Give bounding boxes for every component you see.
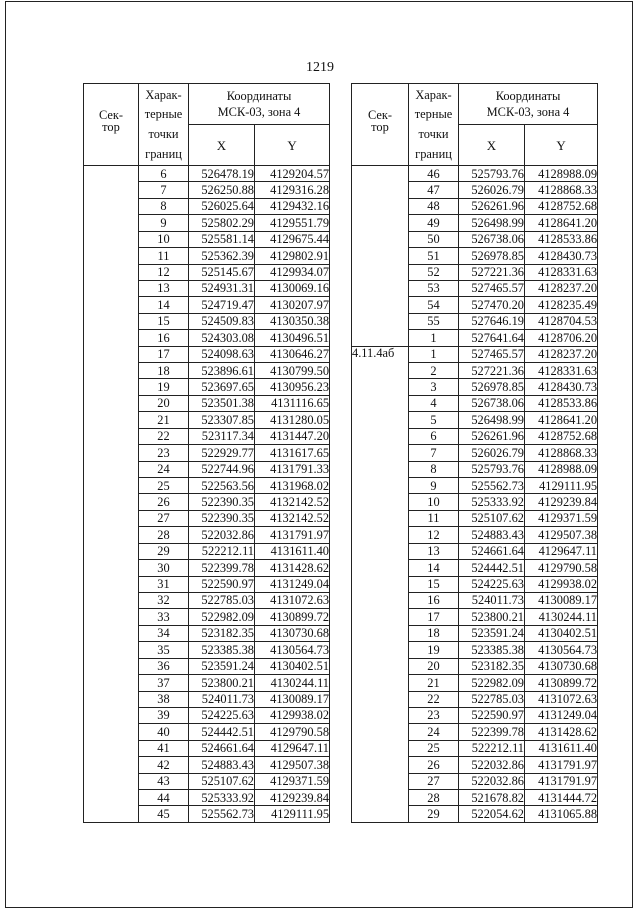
point-number: 21 [409, 675, 459, 691]
y-coordinate: 4128533.86 [525, 231, 598, 247]
point-number: 13 [409, 543, 459, 559]
x-coordinate: 526261.96 [459, 198, 525, 214]
y-header: Y [255, 125, 330, 166]
point-number: 20 [409, 658, 459, 674]
y-header: Y [525, 125, 598, 166]
y-coordinate: 4129111.95 [255, 806, 330, 822]
x-coordinate: 522054.62 [459, 806, 525, 822]
x-coordinate: 522929.77 [189, 445, 255, 461]
coordinates-header [459, 84, 598, 125]
y-coordinate: 4130956.23 [255, 379, 330, 395]
x-coordinate: 526498.99 [459, 215, 525, 231]
x-coordinate: 522032.86 [189, 527, 255, 543]
point-number: 44 [139, 790, 189, 806]
point-number: 28 [409, 790, 459, 806]
point-number: 31 [139, 576, 189, 592]
y-coordinate: 4130564.73 [525, 642, 598, 658]
x-coordinate: 526025.64 [189, 198, 255, 214]
point-number: 47 [409, 182, 459, 198]
y-coordinate: 4131065.88 [525, 806, 598, 822]
y-coordinate: 4130646.27 [255, 346, 330, 362]
point-number: 27 [139, 510, 189, 526]
point-number: 46 [409, 166, 459, 182]
x-coordinate: 523117.34 [189, 428, 255, 444]
point-number: 15 [409, 576, 459, 592]
x-header: X [459, 125, 525, 166]
x-coordinate: 526738.06 [459, 395, 525, 411]
y-coordinate: 4128641.20 [525, 215, 598, 231]
points-header-text [139, 87, 188, 163]
point-number: 55 [409, 313, 459, 329]
point-number: 49 [409, 215, 459, 231]
point-number: 12 [139, 264, 189, 280]
y-coordinate: 4128641.20 [525, 412, 598, 428]
y-coordinate: 4129675.44 [255, 231, 330, 247]
point-number: 42 [139, 757, 189, 773]
sector-header-text [352, 85, 408, 165]
point-number: 24 [409, 724, 459, 740]
x-coordinate: 522785.03 [189, 592, 255, 608]
x-coordinate: 525562.73 [189, 806, 255, 822]
x-coordinate: 522390.35 [189, 494, 255, 510]
y-coordinate: 4129647.11 [255, 740, 330, 756]
y-coordinate: 4129371.59 [525, 510, 598, 526]
x-coordinate: 523591.24 [189, 658, 255, 674]
y-coordinate: 4129647.11 [525, 543, 598, 559]
y-coordinate: 4129790.58 [255, 724, 330, 740]
point-number: 22 [139, 428, 189, 444]
x-coordinate: 524225.63 [459, 576, 525, 592]
y-coordinate: 4131791.97 [255, 527, 330, 543]
y-coordinate: 4130350.38 [255, 313, 330, 329]
coordinates-header-text [189, 85, 329, 123]
point-number: 34 [139, 625, 189, 641]
x-coordinate: 523800.21 [459, 609, 525, 625]
y-coordinate: 4129938.02 [525, 576, 598, 592]
point-number: 19 [139, 379, 189, 395]
x-coordinate: 526478.19 [189, 166, 255, 182]
y-coordinate: 4130089.17 [255, 691, 330, 707]
y-coordinate: 4129239.84 [255, 790, 330, 806]
point-number: 40 [139, 724, 189, 740]
points-header [139, 84, 189, 166]
point-number: 37 [139, 675, 189, 691]
coordinates-header-text-line: Координаты [226, 88, 292, 103]
x-coordinate: 521678.82 [459, 790, 525, 806]
point-number: 48 [409, 198, 459, 214]
x-coordinate: 526026.79 [459, 445, 525, 461]
coordinates-header-text-line: МСК-03, зона 4 [486, 105, 570, 119]
y-coordinate: 4130899.72 [525, 675, 598, 691]
x-coordinate: 523501.38 [189, 395, 255, 411]
x-coordinate: 524011.73 [459, 592, 525, 608]
x-coordinate: 523182.35 [459, 658, 525, 674]
point-number: 26 [139, 494, 189, 510]
x-coordinate: 522982.09 [189, 609, 255, 625]
y-coordinate: 4129551.79 [255, 215, 330, 231]
sector-header-text-line: тор [102, 119, 120, 134]
x-coordinate: 524442.51 [189, 724, 255, 740]
x-coordinate: 523800.21 [189, 675, 255, 691]
y-coordinate: 4131791.33 [255, 461, 330, 477]
table-row [352, 346, 598, 362]
point-number: 19 [409, 642, 459, 658]
x-coordinate: 522399.78 [459, 724, 525, 740]
x-coordinate: 524303.08 [189, 330, 255, 346]
point-number: 8 [139, 198, 189, 214]
coordinates-header-text [459, 85, 597, 123]
points-header-text-line: границ [145, 147, 182, 162]
x-coordinate: 522785.03 [459, 691, 525, 707]
y-coordinate: 4129111.95 [525, 478, 598, 494]
y-coordinate: 4131116.65 [255, 395, 330, 411]
point-number: 18 [139, 363, 189, 379]
x-coordinate: 525362.39 [189, 248, 255, 264]
coordinates-header [189, 84, 330, 125]
point-number: 27 [409, 773, 459, 789]
y-coordinate: 4128533.86 [525, 395, 598, 411]
coordinates-header-text-line: Координаты [495, 88, 561, 103]
x-coordinate: 527221.36 [459, 363, 525, 379]
y-coordinate: 4129802.91 [255, 248, 330, 264]
y-coordinate: 4131249.04 [525, 707, 598, 723]
y-coordinate: 4131444.72 [525, 790, 598, 806]
point-number: 33 [139, 609, 189, 625]
y-coordinate: 4128331.63 [525, 363, 598, 379]
y-coordinate: 4128235.49 [525, 297, 598, 313]
point-number: 2 [409, 363, 459, 379]
x-coordinate: 527221.36 [459, 264, 525, 280]
point-number: 13 [139, 280, 189, 296]
y-coordinate: 4131611.40 [255, 543, 330, 559]
left-group-sector [84, 166, 139, 823]
x-coordinate: 522032.86 [459, 757, 525, 773]
y-coordinate: 4128988.09 [525, 461, 598, 477]
y-coordinate: 4131968.02 [255, 478, 330, 494]
x-coordinate: 525107.62 [459, 510, 525, 526]
point-number: 17 [139, 346, 189, 362]
y-coordinate: 4131072.63 [255, 592, 330, 608]
y-coordinate: 4130730.68 [255, 625, 330, 641]
points-header-text-line: границ [415, 147, 452, 162]
sector-header-text-line: тор [371, 119, 389, 134]
y-coordinate: 4130402.51 [255, 658, 330, 674]
right-coordinates-table [351, 83, 598, 823]
x-coordinate: 522212.11 [459, 740, 525, 756]
point-number: 52 [409, 264, 459, 280]
x-coordinate: 527465.57 [459, 346, 525, 362]
y-coordinate: 4128988.09 [525, 166, 598, 182]
y-coordinate: 4128237.20 [525, 280, 598, 296]
table-row [84, 166, 330, 182]
points-header-text-line: Харак- [145, 87, 182, 102]
x-coordinate: 524883.43 [459, 527, 525, 543]
y-coordinate: 4131611.40 [525, 740, 598, 756]
x-coordinate: 522744.96 [189, 461, 255, 477]
y-coordinate: 4130244.11 [255, 675, 330, 691]
x-header: X [189, 125, 255, 166]
point-number: 10 [139, 231, 189, 247]
y-coordinate: 4128752.68 [525, 428, 598, 444]
x-coordinate: 523896.61 [189, 363, 255, 379]
y-coordinate: 4129507.38 [255, 757, 330, 773]
point-number: 3 [409, 379, 459, 395]
y-coordinate: 4128704.53 [525, 313, 598, 329]
sector-header [84, 84, 139, 166]
x-coordinate: 522212.11 [189, 543, 255, 559]
x-coordinate: 523385.38 [459, 642, 525, 658]
y-coordinate: 4128868.33 [525, 182, 598, 198]
point-number: 41 [139, 740, 189, 756]
x-coordinate: 527641.64 [459, 330, 525, 346]
y-coordinate: 4130730.68 [525, 658, 598, 674]
y-coordinate: 4130207.97 [255, 297, 330, 313]
y-coordinate: 4128706.20 [525, 330, 598, 346]
y-coordinate: 4130899.72 [255, 609, 330, 625]
y-coordinate: 4128331.63 [525, 264, 598, 280]
point-number: 7 [409, 445, 459, 461]
x-coordinate: 522590.97 [459, 707, 525, 723]
point-number: 26 [409, 757, 459, 773]
y-coordinate: 4131280.05 [255, 412, 330, 428]
point-number: 23 [409, 707, 459, 723]
x-coordinate: 523307.85 [189, 412, 255, 428]
y-coordinate: 4131428.62 [255, 560, 330, 576]
y-coordinate: 4129432.16 [255, 198, 330, 214]
x-coordinate: 522032.86 [459, 773, 525, 789]
left-coordinates-table [83, 83, 330, 823]
x-coordinate: 524661.64 [459, 543, 525, 559]
x-coordinate: 522563.56 [189, 478, 255, 494]
y-coordinate: 4130799.50 [255, 363, 330, 379]
x-coordinate: 526978.85 [459, 248, 525, 264]
x-coordinate: 525145.67 [189, 264, 255, 280]
sector-header-text-line: Сек- [98, 107, 124, 122]
x-coordinate: 522399.78 [189, 560, 255, 576]
point-number: 50 [409, 231, 459, 247]
point-number: 4 [409, 395, 459, 411]
point-number: 1 [409, 346, 459, 362]
y-coordinate: 4132142.52 [255, 510, 330, 526]
y-coordinate: 4129204.57 [255, 166, 330, 182]
point-number: 11 [409, 510, 459, 526]
y-coordinate: 4129316.28 [255, 182, 330, 198]
y-coordinate: 4128752.68 [525, 198, 598, 214]
y-coordinate: 4128430.73 [525, 379, 598, 395]
point-number: 14 [409, 560, 459, 576]
x-coordinate: 525333.92 [459, 494, 525, 510]
x-coordinate: 522590.97 [189, 576, 255, 592]
point-number: 32 [139, 592, 189, 608]
y-coordinate: 4131249.04 [255, 576, 330, 592]
y-coordinate: 4129239.84 [525, 494, 598, 510]
point-number: 25 [139, 478, 189, 494]
x-coordinate: 525333.92 [189, 790, 255, 806]
x-coordinate: 524719.47 [189, 297, 255, 313]
x-coordinate: 525107.62 [189, 773, 255, 789]
point-number: 54 [409, 297, 459, 313]
x-coordinate: 525802.29 [189, 215, 255, 231]
y-coordinate: 4129790.58 [525, 560, 598, 576]
x-coordinate: 526738.06 [459, 231, 525, 247]
points-header [409, 84, 459, 166]
x-coordinate: 523385.38 [189, 642, 255, 658]
x-coordinate: 525793.76 [459, 461, 525, 477]
x-coordinate: 527646.19 [459, 313, 525, 329]
y-coordinate: 4131617.65 [255, 445, 330, 461]
x-coordinate: 526026.79 [459, 182, 525, 198]
sector-header-text [84, 85, 138, 165]
point-number: 28 [139, 527, 189, 543]
x-coordinate: 526261.96 [459, 428, 525, 444]
point-number: 24 [139, 461, 189, 477]
point-number: 45 [139, 806, 189, 822]
y-coordinate: 4130564.73 [255, 642, 330, 658]
table-row [352, 166, 598, 182]
y-coordinate: 4128868.33 [525, 445, 598, 461]
x-coordinate: 527470.20 [459, 297, 525, 313]
points-header-text-line: терные [144, 107, 183, 122]
x-coordinate: 524509.83 [189, 313, 255, 329]
x-coordinate: 524225.63 [189, 707, 255, 723]
point-number: 8 [409, 461, 459, 477]
x-coordinate: 522982.09 [459, 675, 525, 691]
points-header-text [409, 87, 458, 163]
y-coordinate: 4130496.51 [255, 330, 330, 346]
point-number: 6 [139, 166, 189, 182]
y-coordinate: 4129371.59 [255, 773, 330, 789]
point-number: 20 [139, 395, 189, 411]
x-coordinate: 523697.65 [189, 379, 255, 395]
x-coordinate: 524011.73 [189, 691, 255, 707]
points-header-text-line: Харак- [415, 87, 452, 102]
sector-header-text-line: Сек- [367, 107, 393, 122]
point-number: 9 [409, 478, 459, 494]
x-coordinate: 527465.57 [459, 280, 525, 296]
point-number: 23 [139, 445, 189, 461]
point-number: 21 [139, 412, 189, 428]
point-number: 43 [139, 773, 189, 789]
point-number: 51 [409, 248, 459, 264]
x-coordinate: 524098.63 [189, 346, 255, 362]
point-number: 10 [409, 494, 459, 510]
y-coordinate: 4129507.38 [525, 527, 598, 543]
point-number: 12 [409, 527, 459, 543]
y-coordinate: 4131072.63 [525, 691, 598, 707]
x-coordinate: 524883.43 [189, 757, 255, 773]
point-number: 30 [139, 560, 189, 576]
y-coordinate: 4131791.97 [525, 773, 598, 789]
point-number: 53 [409, 280, 459, 296]
point-number: 38 [139, 691, 189, 707]
x-coordinate: 525793.76 [459, 166, 525, 182]
x-coordinate: 522390.35 [189, 510, 255, 526]
point-number: 18 [409, 625, 459, 641]
x-coordinate: 523182.35 [189, 625, 255, 641]
x-coordinate: 524931.31 [189, 280, 255, 296]
point-number: 16 [409, 592, 459, 608]
point-number: 29 [139, 543, 189, 559]
point-number: 1 [409, 330, 459, 346]
coordinates-header-text-line: МСК-03, зона 4 [217, 105, 301, 119]
x-coordinate: 526250.88 [189, 182, 255, 198]
y-coordinate: 4130244.11 [525, 609, 598, 625]
point-number: 22 [409, 691, 459, 707]
point-number: 11 [139, 248, 189, 264]
point-number: 9 [139, 215, 189, 231]
x-coordinate: 525581.14 [189, 231, 255, 247]
y-coordinate: 4128237.20 [525, 346, 598, 362]
page-number: 1219 [306, 60, 334, 75]
point-number: 35 [139, 642, 189, 658]
points-header-text-line: точки [418, 127, 449, 142]
y-coordinate: 4129938.02 [255, 707, 330, 723]
point-number: 25 [409, 740, 459, 756]
y-coordinate: 4131791.97 [525, 757, 598, 773]
y-coordinate: 4131428.62 [525, 724, 598, 740]
y-coordinate: 4128430.73 [525, 248, 598, 264]
sector-header [352, 84, 409, 166]
x-coordinate: 523591.24 [459, 625, 525, 641]
point-number: 16 [139, 330, 189, 346]
point-number: 39 [139, 707, 189, 723]
y-coordinate: 4130069.16 [255, 280, 330, 296]
x-coordinate: 526978.85 [459, 379, 525, 395]
point-number: 15 [139, 313, 189, 329]
y-coordinate: 4131447.20 [255, 428, 330, 444]
x-coordinate: 526498.99 [459, 412, 525, 428]
y-coordinate: 4132142.52 [255, 494, 330, 510]
point-number: 5 [409, 412, 459, 428]
x-coordinate: 525562.73 [459, 478, 525, 494]
point-number: 17 [409, 609, 459, 625]
x-coordinate: 524442.51 [459, 560, 525, 576]
y-coordinate: 4130402.51 [525, 625, 598, 641]
x-coordinate: 524661.64 [189, 740, 255, 756]
point-number: 6 [409, 428, 459, 444]
y-coordinate: 4130089.17 [525, 592, 598, 608]
right-group2-sector: 4.11.4аб [352, 346, 409, 822]
point-number: 36 [139, 658, 189, 674]
y-coordinate: 4129934.07 [255, 264, 330, 280]
point-number: 7 [139, 182, 189, 198]
point-number: 14 [139, 297, 189, 313]
points-header-text-line: терные [414, 107, 453, 122]
point-number: 29 [409, 806, 459, 822]
right-group1-sector [352, 166, 409, 347]
points-header-text-line: точки [148, 127, 179, 142]
